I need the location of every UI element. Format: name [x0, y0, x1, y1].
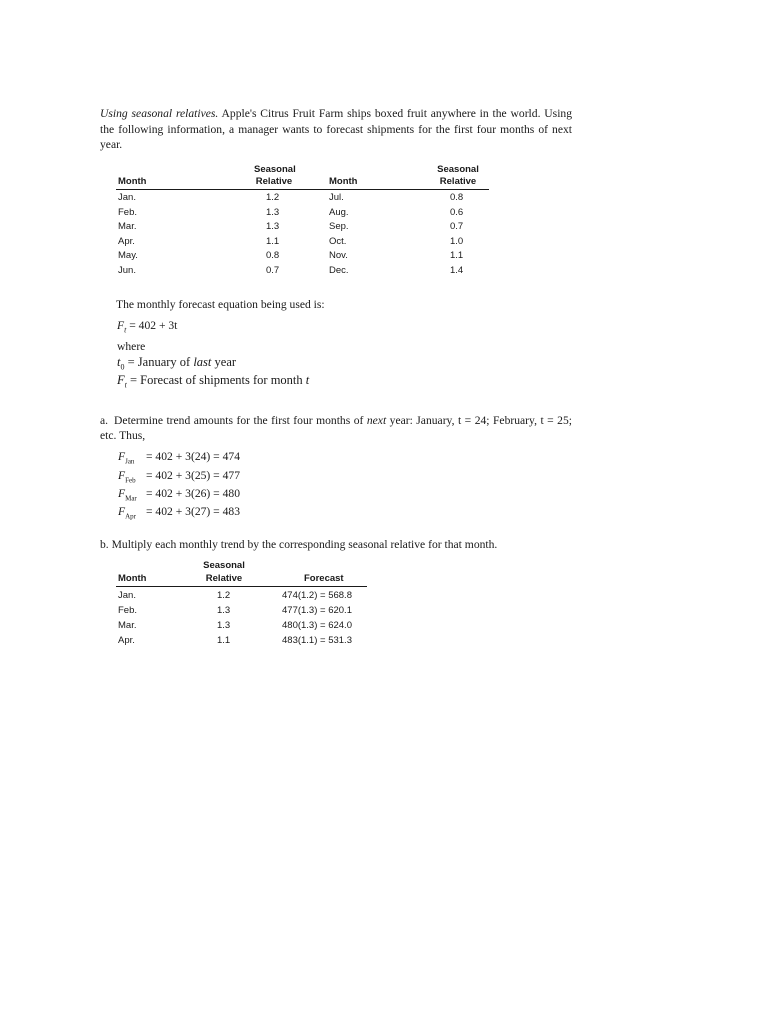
def1-italic: last — [193, 355, 212, 369]
part-b-text: Multiply each monthly trend by the corresponding seasonal relative for that month. — [111, 538, 498, 551]
def1-sub: 0 — [120, 362, 125, 372]
table-row — [116, 632, 367, 647]
trend-calc-apr — [118, 505, 240, 520]
calc-expression: = 402 + 3(27) = 483 — [146, 505, 241, 518]
trend-calc-jan — [118, 450, 240, 465]
table-header — [116, 558, 367, 587]
relative-cell: 0.8 — [450, 192, 464, 203]
relative-cell: 1.2 — [217, 590, 231, 601]
forecast-cell: 480(1.3) = 624.0 — [282, 620, 352, 631]
def1-var: t — [117, 355, 121, 369]
calc-symbol: F — [118, 505, 126, 518]
where-label: where — [117, 340, 146, 353]
part-a-paragraph — [100, 413, 572, 443]
header-month: Month — [118, 176, 147, 187]
def1-text-b: year — [211, 355, 237, 369]
relative-cell: 1.3 — [217, 620, 231, 631]
table-row — [116, 234, 489, 249]
relative-cell: 0.7 — [450, 221, 464, 232]
table-row — [116, 263, 489, 278]
header-forecast: Forecast — [304, 573, 344, 584]
part-a-label: a. — [100, 414, 109, 427]
calc-expression: = 402 + 3(24) = 474 — [146, 450, 241, 463]
calc-symbol-sub: Feb — [125, 476, 136, 485]
month-cell: Apr. — [118, 635, 135, 646]
relative-cell: 1.3 — [217, 605, 231, 616]
equation-var-sub: t — [124, 325, 127, 335]
definition-t0 — [117, 355, 236, 372]
intro-paragraph — [100, 106, 572, 153]
definition-ft — [117, 373, 309, 390]
month-cell: Jul. — [329, 192, 344, 203]
part-a-text-b: year: January, t = 24; February, t = 25; etc. Thus, — [100, 414, 572, 442]
month-cell: Feb. — [118, 605, 138, 616]
part-b-label: b. — [100, 538, 109, 551]
relative-cell: 1.4 — [450, 264, 464, 276]
forecast-cell: 474(1.2) = 568.8 — [282, 590, 352, 601]
month-cell: Jan. — [118, 192, 136, 203]
intro-lead: Using seasonal relatives. — [100, 107, 219, 120]
part-b-paragraph — [100, 538, 497, 551]
header-month-2: Month — [329, 176, 358, 187]
equation-var: F — [117, 319, 125, 332]
month-cell: Feb. — [118, 206, 138, 218]
table-row — [116, 587, 367, 602]
relative-cell: 1.3 — [266, 206, 280, 218]
calc-symbol-sub: Mar — [125, 494, 137, 503]
header-seasonal: Seasonal — [203, 560, 245, 571]
calc-symbol-sub: Apr — [125, 512, 136, 521]
calc-expression: = 402 + 3(25) = 477 — [146, 469, 241, 482]
forecast-cell: 483(1.1) = 531.3 — [282, 635, 352, 646]
table-row — [116, 205, 489, 220]
forecast-table — [116, 558, 367, 647]
forecast-cell: 477(1.3) = 620.1 — [282, 605, 352, 616]
month-cell: Mar. — [118, 221, 137, 232]
table-row — [116, 248, 489, 263]
part-a-text-a: Determine trend amounts for the first four months of — [114, 414, 367, 427]
def2-sub: t — [124, 380, 127, 390]
relative-cell: 1.3 — [266, 221, 280, 232]
calc-expression: = 402 + 3(26) = 480 — [146, 487, 241, 500]
month-cell: Nov. — [329, 250, 348, 261]
header-relative-2: Relative — [439, 176, 477, 187]
def2-t: t — [305, 373, 310, 387]
header-seasonal-1: Seasonal — [254, 164, 296, 175]
calc-symbol: F — [118, 450, 126, 463]
month-cell: Apr. — [118, 235, 135, 247]
calc-symbol-sub: Jan — [125, 457, 135, 466]
table-header — [116, 162, 489, 190]
header-relative: Relative — [205, 573, 243, 584]
table-row — [116, 602, 367, 617]
def1-text-a: = January of — [124, 355, 194, 369]
trend-calc-mar — [118, 487, 240, 502]
month-cell: May. — [118, 250, 138, 261]
trend-calc-feb — [118, 469, 240, 484]
month-cell: Sep. — [329, 221, 349, 232]
table-row — [116, 190, 489, 205]
seasonal-relatives-table — [116, 162, 489, 277]
month-cell: Jun. — [118, 264, 136, 276]
month-cell: Jan. — [118, 590, 136, 601]
relative-cell: 0.8 — [266, 250, 280, 261]
def2-var: F — [117, 373, 125, 387]
intro-text: Apple's Citrus Fruit Farm ships boxed fruit anywhere in the world. Using the following information, a manager wants to forecast shipments for the first four months of next year. — [100, 107, 573, 151]
header-relative-1: Relative — [255, 176, 293, 187]
relative-cell: 1.2 — [266, 192, 280, 203]
equation-intro: The monthly forecast equation being used is: — [116, 298, 325, 311]
relative-cell: 1.1 — [217, 635, 231, 646]
table-row — [116, 617, 367, 632]
month-cell: Aug. — [329, 206, 349, 218]
calc-symbol: F — [118, 487, 126, 500]
month-cell: Dec. — [329, 264, 349, 276]
month-cell: Oct. — [329, 235, 347, 247]
equation-rhs: = 402 + 3t — [126, 319, 178, 332]
header-month: Month — [118, 573, 147, 584]
calc-symbol: F — [118, 469, 126, 482]
def2-text: = Forecast of shipments for month — [126, 373, 306, 387]
relative-cell: 1.0 — [450, 235, 464, 247]
relative-cell: 1.1 — [450, 250, 464, 261]
relative-cell: 1.1 — [266, 235, 280, 247]
part-a-italic: next — [366, 414, 387, 427]
relative-cell: 0.6 — [450, 206, 464, 218]
header-seasonal-2: Seasonal — [437, 164, 479, 175]
forecast-equation — [117, 319, 177, 334]
month-cell: Mar. — [118, 620, 137, 631]
table-row — [116, 219, 489, 234]
relative-cell: 0.7 — [266, 264, 280, 276]
